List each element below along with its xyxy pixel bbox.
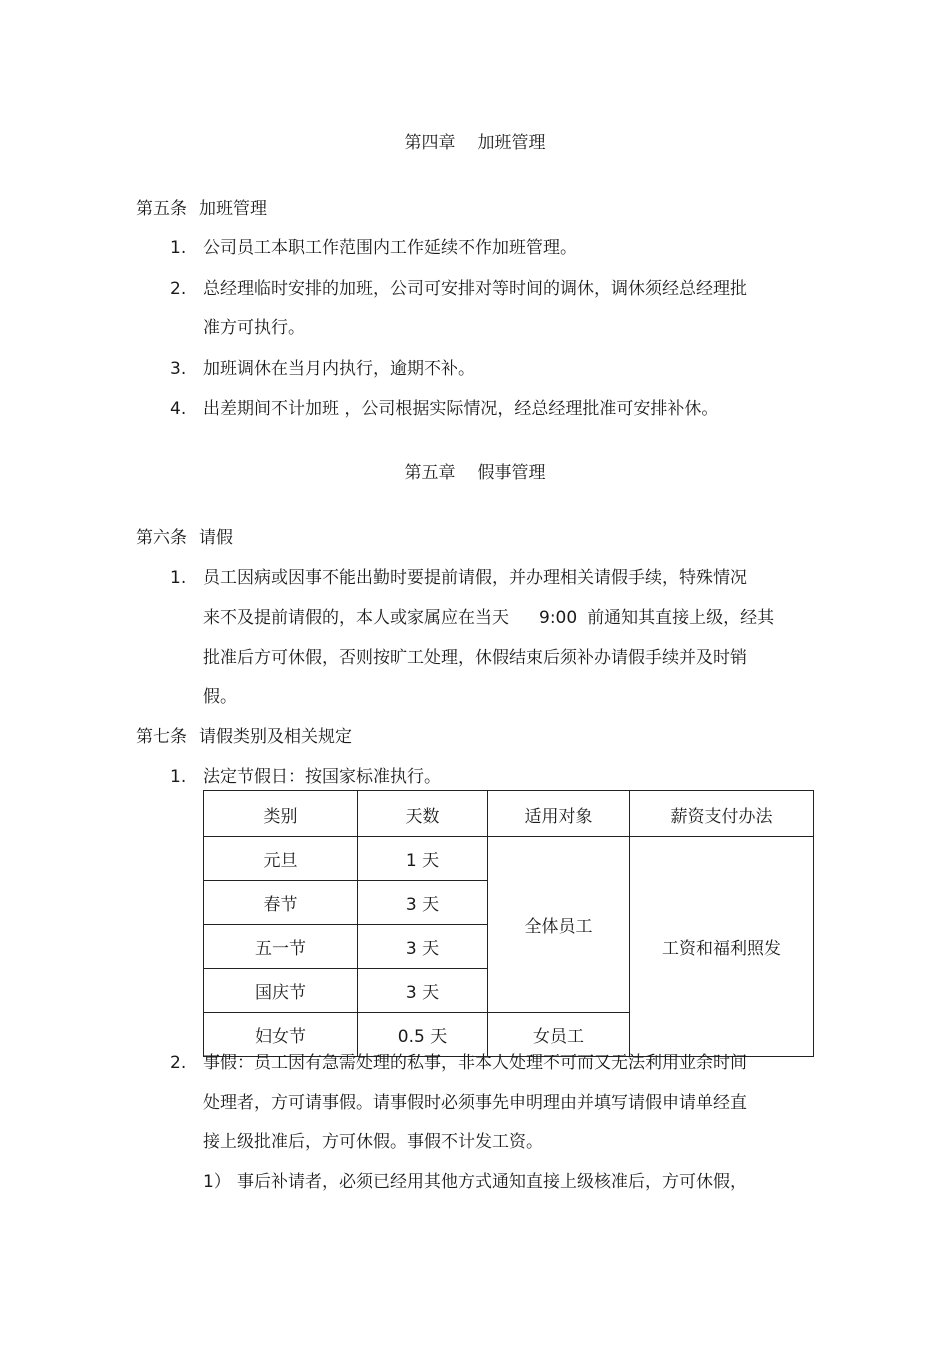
chapter-number: 第四章 xyxy=(404,133,456,153)
time-value: 9:00 xyxy=(539,608,578,628)
list-item-text-continued: 假。 xyxy=(203,687,237,707)
list-item-text: 法定节假日：按国家标准执行。 xyxy=(203,767,441,787)
list-item-text-continued: 接上级批准后，方可休假。事假不计发工资。 xyxy=(203,1132,543,1152)
list-number: 1. xyxy=(170,767,187,787)
target-cell: 全体员工 xyxy=(488,837,630,1013)
days-cell: 3 天 xyxy=(358,925,488,969)
list-number: 1. xyxy=(170,568,187,588)
list-item-text-continued: 处理者，方可请事假。请事假时必须事先申明理由并填写请假申请单经直 xyxy=(203,1093,747,1113)
list-item-text-continued: 准方可执行。 xyxy=(203,318,305,338)
article-title: 请假 xyxy=(199,528,233,548)
chapter-title: 假事管理 xyxy=(477,463,546,483)
article-5-heading xyxy=(136,198,267,220)
list-number: 2. xyxy=(170,1053,187,1073)
list-item-text: 公司员工本职工作范围内工作延续不作加班管理。 xyxy=(203,238,577,258)
article-6-heading xyxy=(136,527,233,549)
article-title: 请假类别及相关规定 xyxy=(199,727,352,747)
list-item-text-continued xyxy=(203,607,774,629)
table-header-row xyxy=(204,791,814,837)
list-item-text: 加班调休在当月内执行，逾期不补。 xyxy=(203,359,475,379)
target-cell: 女员工 xyxy=(488,1013,630,1057)
category-cell: 国庆节 xyxy=(204,969,358,1013)
list-number: 3. xyxy=(170,359,187,379)
table-header-cell: 薪资支付办法 xyxy=(630,791,814,837)
article-number: 第七条 xyxy=(136,727,187,747)
list-item-text: 出差期间不计加班 ，公司根据实际情况，经总经理批准可安排补休。 xyxy=(203,399,719,419)
table-row xyxy=(204,837,814,881)
holiday-table xyxy=(203,790,814,1057)
list-number: 2. xyxy=(170,279,187,299)
chapter-title: 加班管理 xyxy=(477,133,546,153)
category-cell: 五一节 xyxy=(204,925,358,969)
days-cell: 1 天 xyxy=(358,837,488,881)
sub-list-item-text: 事后补请者，必须已经用其他方式通知直接上级核准后，方可休假， xyxy=(237,1172,747,1192)
list-item-text-continued: 批准后方可休假，否则按旷工处理，休假结束后须补办请假手续并及时销 xyxy=(203,648,747,668)
sub-list-number: 1） xyxy=(203,1172,231,1192)
category-cell: 元旦 xyxy=(204,837,358,881)
category-cell: 春节 xyxy=(204,881,358,925)
article-title: 加班管理 xyxy=(199,199,267,219)
days-cell: 0.5 天 xyxy=(358,1013,488,1057)
list-item-text: 员工因病或因事不能出勤时要提前请假，并办理相关请假手续，特殊情况 xyxy=(203,568,747,588)
chapter-4-heading xyxy=(0,132,950,154)
text-segment: 前通知其直接上级，经其 xyxy=(587,608,775,628)
text-segment: 来不及提前请假的，本人或家属应在当天 xyxy=(203,608,509,628)
category-cell: 妇女节 xyxy=(204,1013,358,1057)
chapter-number: 第五章 xyxy=(404,463,456,483)
pay-cell: 工资和福利照发 xyxy=(630,837,814,1057)
chapter-5-heading xyxy=(0,462,950,484)
article-number: 第六条 xyxy=(136,528,187,548)
list-item-text: 总经理临时安排的加班，公司可安排对等时间的调休，调休须经总经理批 xyxy=(203,279,747,299)
list-item-text: 事假：员工因有急需处理的私事，非本人处理不可而又无法利用业余时间 xyxy=(203,1053,747,1073)
days-cell: 3 天 xyxy=(358,969,488,1013)
list-number: 4. xyxy=(170,399,187,419)
days-cell: 3 天 xyxy=(358,881,488,925)
list-number: 1. xyxy=(170,238,187,258)
article-7-heading xyxy=(136,726,352,748)
table-header-cell: 适用对象 xyxy=(488,791,630,837)
table-header-cell: 类别 xyxy=(204,791,358,837)
table-header-cell: 天数 xyxy=(358,791,488,837)
article-number: 第五条 xyxy=(136,199,187,219)
